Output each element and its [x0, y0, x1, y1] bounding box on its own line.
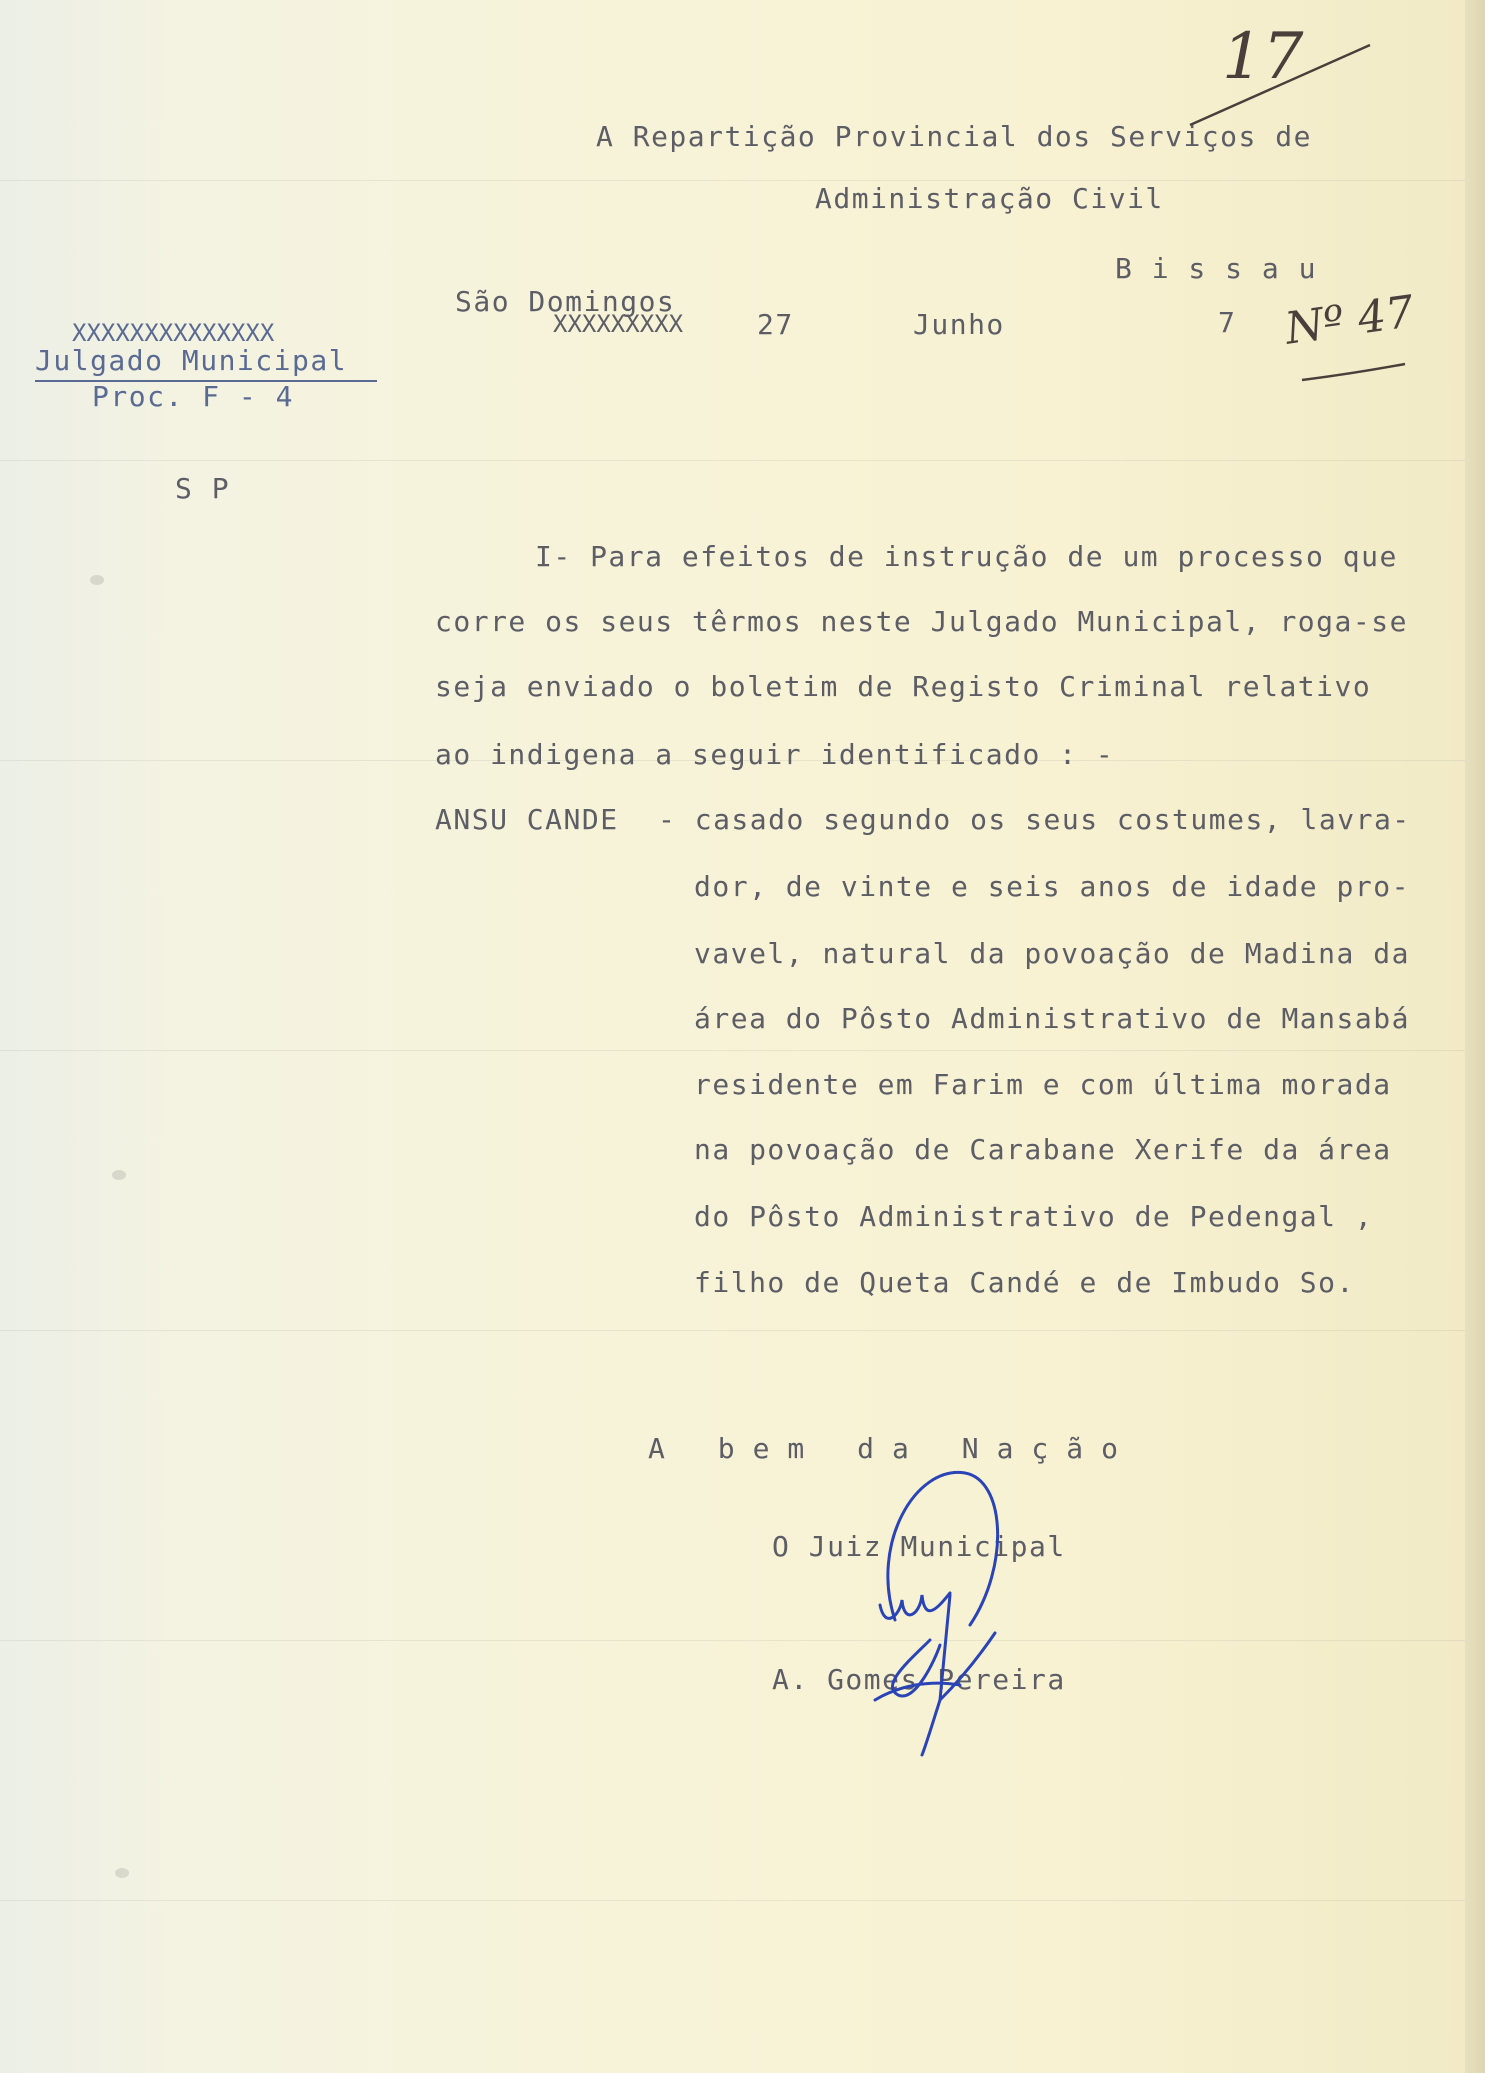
recipient-line2: Administração Civil — [815, 182, 1164, 215]
signer-title: O Juiz Municipal — [772, 1530, 1066, 1563]
date-day: 27 — [757, 308, 794, 341]
subject-line: vavel, natural da povoação de Madina da — [694, 937, 1410, 970]
register-number: Nº 47 — [1282, 286, 1418, 355]
date-month: Junho — [913, 308, 1005, 341]
punch-mark — [115, 1868, 129, 1878]
subject-line: residente em Farim e com última morada — [694, 1068, 1392, 1101]
body-line: seja enviado o boletim de Registo Criminal relativo — [435, 670, 1372, 703]
register-underline — [1300, 360, 1410, 390]
signature — [840, 1455, 1040, 1765]
body-line: ao indigena a seguir identificado : - — [435, 738, 1115, 771]
recipient-line1: A Repartição Provincial dos Serviços de — [596, 120, 1312, 153]
subject-line: - casado segundo os seus costumes, lavra- — [658, 803, 1411, 836]
body-line: corre os seus têrmos neste Julgado Municipal, roga-se — [435, 605, 1408, 638]
place-bissau: B i s s a u — [1115, 252, 1317, 285]
subject-line: filho de Queta Candé e de Imbudo So. — [694, 1266, 1355, 1299]
closing: A bem da Nação — [648, 1432, 1137, 1465]
subject-line: na povoação de Carabane Xerife da área — [694, 1133, 1392, 1166]
sender-office: Julgado Municipal — [35, 344, 348, 377]
subject-line: área do Pôsto Administrativo de Mansabá — [694, 1002, 1410, 1035]
signer-name: A. Gomes Pereira — [772, 1663, 1066, 1696]
body-line: I- Para efeitos de instrução de um processo que — [535, 540, 1398, 573]
subject-line: do Pôsto Administrativo de Pedengal , — [694, 1200, 1374, 1233]
page-number-slash — [1180, 40, 1380, 130]
date-year: 7 — [1218, 306, 1237, 339]
page-number: 17 — [1222, 20, 1304, 94]
subject-name: ANSU CANDE — [435, 803, 619, 836]
struck-place: XXXXXXXXX — [553, 310, 684, 338]
place-sao-domingos: São Domingos — [455, 285, 676, 318]
paper-edge — [1465, 0, 1485, 2073]
sender-initials: S P — [175, 472, 231, 505]
sender-proc: Proc. F - 4 — [92, 380, 294, 413]
punch-mark — [112, 1170, 126, 1180]
punch-mark — [90, 575, 104, 585]
subject-line: dor, de vinte e seis anos de idade pro- — [694, 870, 1410, 903]
struck-sender: XXXXXXXXXXXXXX — [72, 319, 275, 347]
